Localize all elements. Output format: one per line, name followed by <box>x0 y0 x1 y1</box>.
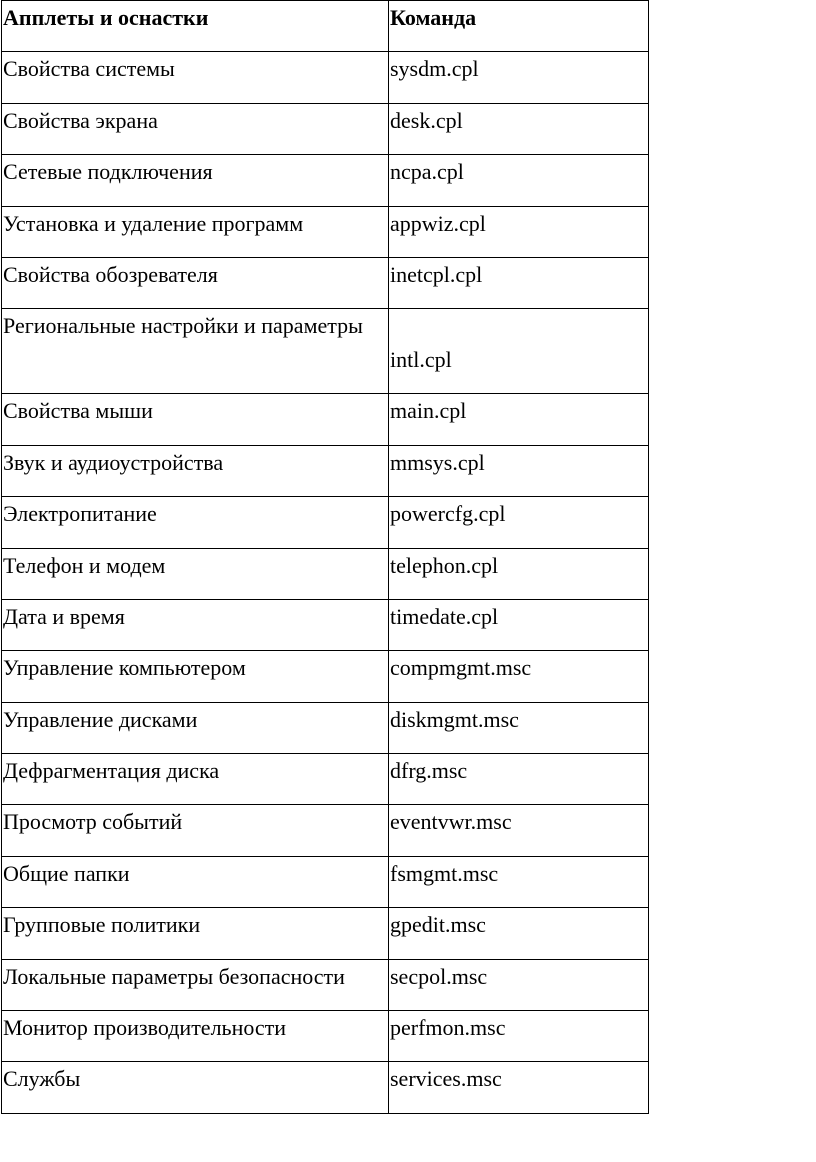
table-row <box>2 754 649 805</box>
command-value: sysdm.cpl <box>389 52 649 103</box>
table-row <box>2 805 649 856</box>
table-row <box>2 257 649 308</box>
applet-name: Групповые политики <box>2 908 389 959</box>
command-value: timedate.cpl <box>389 599 649 650</box>
command-value: fsmgmt.msc <box>389 856 649 907</box>
applet-name: Звук и аудиоустройства <box>2 445 389 496</box>
applet-name: Установка и удаление программ <box>2 206 389 257</box>
table-row <box>2 651 649 702</box>
table-row <box>2 1062 649 1113</box>
table-row <box>2 103 649 154</box>
header-applets: Апплеты и оснастки <box>2 1 389 52</box>
command-value: eventvwr.msc <box>389 805 649 856</box>
table-row <box>2 497 649 548</box>
table-row <box>2 445 649 496</box>
command-value: gpedit.msc <box>389 908 649 959</box>
command-value: perfmon.msc <box>389 1011 649 1062</box>
applet-name: Просмотр событий <box>2 805 389 856</box>
table-row <box>2 702 649 753</box>
table-row <box>2 959 649 1010</box>
command-value: mmsys.cpl <box>389 445 649 496</box>
table-row <box>2 309 649 394</box>
command-value: inetcpl.cpl <box>389 257 649 308</box>
applet-name: Управление дисками <box>2 702 389 753</box>
command-value: secpol.msc <box>389 959 649 1010</box>
table-row <box>2 856 649 907</box>
applet-name: Свойства системы <box>2 52 389 103</box>
command-value: main.cpl <box>389 394 649 445</box>
header-command: Команда <box>389 1 649 52</box>
table-header-row <box>2 1 649 52</box>
applet-name <box>2 309 389 394</box>
command-value: dfrg.msc <box>389 754 649 805</box>
table-row <box>2 908 649 959</box>
applet-name-text: Региональные настройки и параметры <box>3 313 363 339</box>
applet-name: Свойства экрана <box>2 103 389 154</box>
command-value: compmgmt.msc <box>389 651 649 702</box>
applet-name: Монитор производительности <box>2 1011 389 1062</box>
command-value: intl.cpl <box>389 309 649 394</box>
command-value: services.msc <box>389 1062 649 1113</box>
table-row <box>2 394 649 445</box>
applet-name: Дата и время <box>2 599 389 650</box>
table-row <box>2 599 649 650</box>
applet-name: Управление компьютером <box>2 651 389 702</box>
applet-name: Локальные параметры безопасности <box>2 959 389 1010</box>
command-value: diskmgmt.msc <box>389 702 649 753</box>
table-row <box>2 548 649 599</box>
table-row <box>2 206 649 257</box>
applet-name: Свойства обозревателя <box>2 257 389 308</box>
command-value: powercfg.cpl <box>389 497 649 548</box>
applet-name: Сетевые подключения <box>2 155 389 206</box>
command-value: desk.cpl <box>389 103 649 154</box>
command-value: telephon.cpl <box>389 548 649 599</box>
applet-name: Службы <box>2 1062 389 1113</box>
table-row <box>2 1011 649 1062</box>
applet-name: Электропитание <box>2 497 389 548</box>
applet-name: Дефрагментация диска <box>2 754 389 805</box>
applet-name: Телефон и модем <box>2 548 389 599</box>
command-value: appwiz.cpl <box>389 206 649 257</box>
applet-name: Свойства мыши <box>2 394 389 445</box>
applet-name: Общие папки <box>2 856 389 907</box>
table-row <box>2 155 649 206</box>
applets-commands-table <box>1 0 649 1114</box>
table-row <box>2 52 649 103</box>
command-value: ncpa.cpl <box>389 155 649 206</box>
